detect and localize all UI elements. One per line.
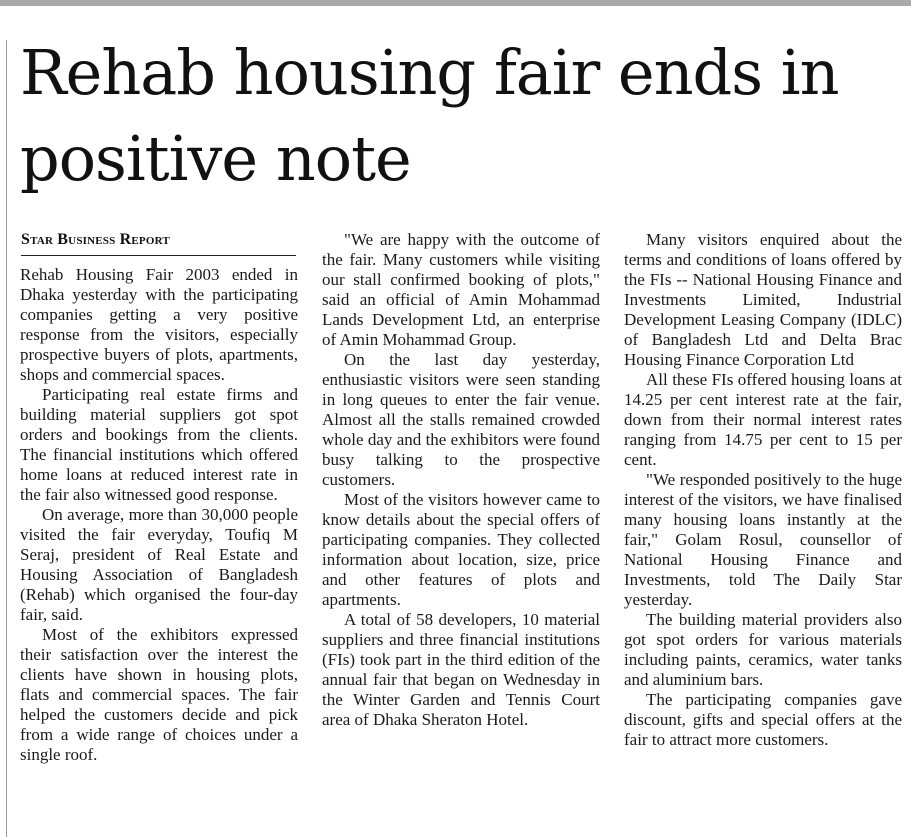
paragraph: A total of 58 developers, 10 material suppliers and three financial institutions (FIs) took part in the third edition of the annual fair that began on Wednesday in the Winter Garden and Tennis Court area of Dhaka Sheraton Hotel. <box>322 610 600 729</box>
paragraph: On the last day yesterday, enthusiastic visitors were seen standing in long queues to enter the fair venue. Almost all the stalls remained crowded whole day and the exhibitors were found busy talking to the prospective customers. <box>322 350 600 489</box>
article-headline: Rehab housing fair ends in positive note <box>20 36 839 195</box>
article-column-3 <box>624 230 902 750</box>
paragraph: Rehab Housing Fair 2003 ended in Dhaka yesterday with the participating companies getting a very positive response from the visitors, especially prospective buyers of plots, apartments, shops and commercial spaces. <box>20 265 298 384</box>
paragraph: The building material providers also got spot orders for various materials including paints, ceramics, water tanks and aluminium bars. <box>624 610 902 689</box>
paragraph: Many visitors enquired about the terms and conditions of loans offered by the FIs -- National Housing Finance and Investments Limited, Industrial Development Leasing Company (IDLC) of Bangladesh Ltd and Delta Brac Housing Finance Corporation Ltd <box>624 230 902 369</box>
paragraph: Participating real estate firms and building material suppliers got spot orders and bookings from the clients. The financial institutions which offered home loans at reduced interest rate in the fair also witnessed good response. <box>20 385 298 504</box>
byline: Star Business Report <box>21 231 296 256</box>
paragraph: On average, more than 30,000 people visited the fair everyday, Toufiq M Seraj, president of Real Estate and Housing Association of Bangladesh (Rehab) which organised the four-day fair, said. <box>20 505 298 624</box>
paragraph: The participating companies gave discount, gifts and special offers at the fair to attract more customers. <box>624 690 902 749</box>
top-rule <box>0 0 911 6</box>
left-column-rule <box>6 40 7 837</box>
article-column-1 <box>20 265 298 765</box>
paragraph: Most of the exhibitors expressed their satisfaction over the interest the clients have shown in housing plots, flats and commercial spaces. The fair helped the customers decide and pick from a wide range of choices under a single roof. <box>20 625 298 764</box>
paragraph: All these FIs offered housing loans at 14.25 per cent interest rate at the fair, down from their normal interest rates ranging from 14.75 per cent to 15 per cent. <box>624 370 902 469</box>
paragraph: "We are happy with the outcome of the fair. Many customers while visiting our stall confirmed booking of plots," said an official of Amin Mohammad Lands Development Ltd, an enterprise of Amin Mohammad Group. <box>322 230 600 349</box>
paragraph: "We responded positively to the huge interest of the visitors, we have finalised many housing loans instantly at the fair," Golam Rosul, counsellor of National Housing Finance and Investments, told The Daily Star yesterday. <box>624 470 902 609</box>
article-column-2 <box>322 230 600 730</box>
paragraph: Most of the visitors however came to know details about the special offers of participating companies. They collected information about location, size, price and other features of plots and apartments. <box>322 490 600 609</box>
